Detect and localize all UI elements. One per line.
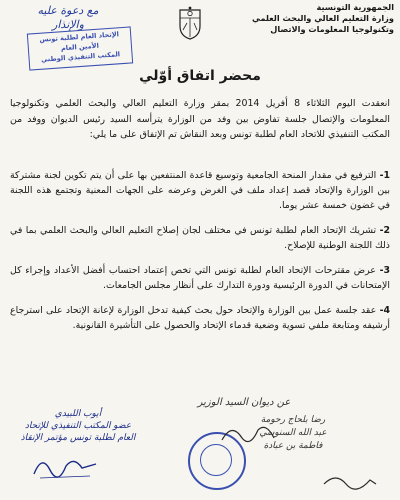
ministry-signer: رضا بلحاج رحومة [260, 415, 326, 425]
handwritten-line: مع دعوة عليه [37, 4, 99, 17]
item-number: 2- [379, 225, 391, 236]
intro-paragraph: انعقدت اليوم الثلاثاء 8 أفريل 2014 بمقر وزارة التعليم العالي والبحث العلمي وتكنولوجيا المعلومات والإتصال جلسة تفاوض بين وفد من الوزارة يترأسه السيد رئيس الديوان ووفد من المكتب التنفيذي للاتحاد العام لطلبة تونس وبعد النقاش تم الإتفاق على ما يلي: [10, 98, 390, 140]
stamp-line: المكتب التنفيذي الوطني [40, 50, 121, 64]
union-signature [8, 408, 148, 444]
item-text: عقد جلسة عمل بين الوزارة والإتحاد حول بحث كيفية تدخل الوزارة لإعانة الإتحاد على استرجاع أرشيفه ومتابعة ملفي تسوية وضعية قدماء الإتحاد والحصول على التأشيرة القانونية. [10, 305, 390, 331]
agreement-item [10, 263, 390, 293]
item-text: عرض مقترحات الإتحاد العام لطلبة تونس التي تخص إعتماد احتساب أفضل الأعداد وإجراء كل الإمتحانات في الدورة الرئيسية ودورة التدارك على أنظار مجلس الجامعات. [10, 265, 390, 291]
union-stamp [27, 26, 133, 70]
item-number: 3- [379, 265, 390, 276]
handwritten-signature [320, 470, 380, 494]
agreement-items [10, 168, 390, 343]
ministry-signer: فاطمة بن عبادة [263, 441, 323, 451]
handwritten-line: والإنذار [52, 18, 84, 31]
union-signer-line: أيوب اللبيدي [54, 409, 102, 419]
agreement-item [10, 223, 390, 253]
item-text: تشريك الإتحاد العام لطلبة تونس في مختلف لجان إصلاح التعليم العالي والبحث العلمي بما في ذلك اللجنة الوطنية للإصلاح. [10, 225, 390, 251]
ministry-signature-header: عن ديوان السيد الوزير [197, 397, 291, 408]
ministry-line: الجمهورية التونسية [316, 2, 394, 12]
stamp-line: الأمين العام [60, 41, 100, 53]
agreement-item [10, 168, 390, 213]
ministry-line: وتكنولوجيا المعلومات والاتصال [270, 24, 394, 34]
document-title: محضر اتفاق أوّلي [139, 68, 261, 84]
ministry-header [252, 2, 394, 35]
ministry-line: وزارة التعليم العالي والبحث العلمي [252, 13, 394, 23]
stamp-line: الإتحاد العام لطلبة تونس [39, 30, 120, 44]
union-signer-line: العام لطلبة تونس مؤتمر الإنقاذ [20, 433, 136, 443]
agreement-item [10, 303, 390, 333]
item-text: الترفيع في مقدار المنحة الجامعية وتوسيع قاعدة المنتفعين بها على أن يتم تكوين لجنة مشتركة بين الوزارة والإتحاد قصد إعداد ملف في الغرض وعرضه على الجهات المعنية وتجتمع هذه اللجنة في غضون خمسة عشر يوما. [10, 170, 390, 211]
union-signer-line: عضو المكتب التنفيذي للإتحاد [24, 421, 132, 431]
item-number: 4- [379, 305, 391, 316]
tunisia-emblem-icon [176, 6, 204, 40]
handwritten-signature [218, 420, 278, 450]
item-number: 1- [379, 170, 390, 181]
handwritten-signature [30, 448, 100, 482]
ministry-signer: عبد الله السنوسي [259, 428, 327, 438]
